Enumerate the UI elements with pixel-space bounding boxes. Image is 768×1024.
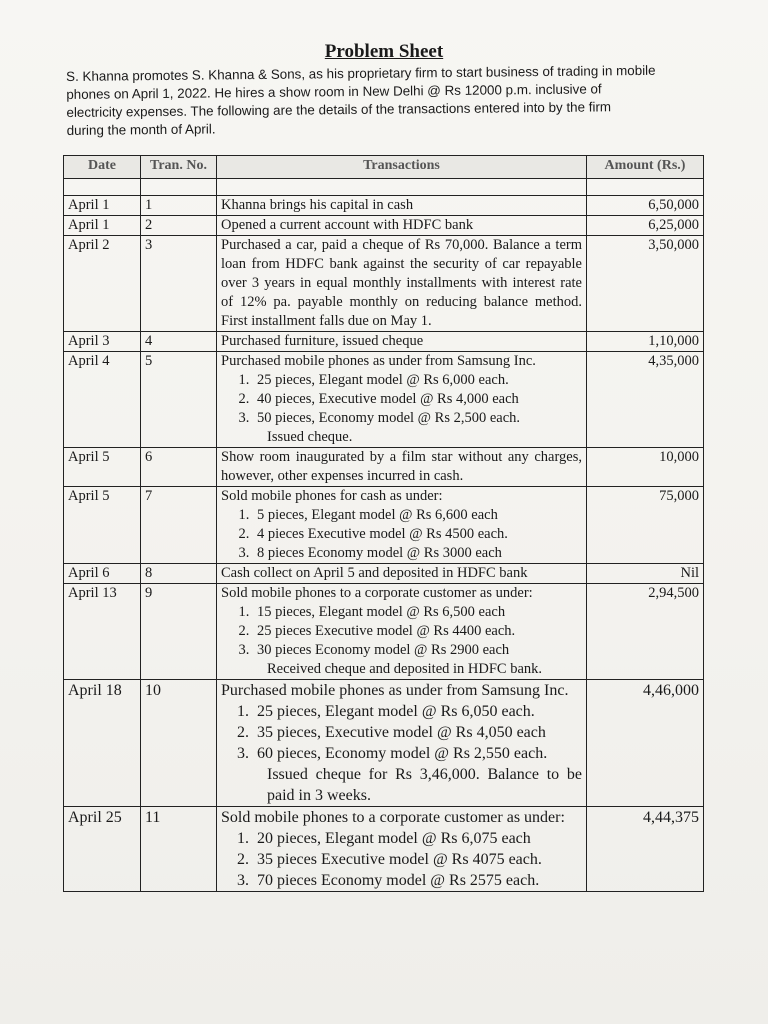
row-amount: 6,50,000: [587, 196, 704, 216]
row-transaction: [217, 487, 587, 564]
table-spacer-row: [64, 179, 704, 196]
row-date: April 13: [64, 584, 141, 680]
list-item: 3. 60 pieces, Economy model @ Rs 2,550 each.: [253, 743, 582, 764]
row-tran-no: 5: [141, 352, 217, 448]
row-tran-no: 2: [141, 216, 217, 236]
row-transaction: [217, 584, 587, 680]
table-row: [64, 680, 704, 807]
table-header-row: [64, 156, 704, 179]
row-transaction: Opened a current account with HDFC bank: [217, 216, 587, 236]
table-row: [64, 584, 704, 680]
header-amount: Amount (Rs.): [587, 156, 704, 179]
list-item: 2. 35 pieces, Executive model @ Rs 4,050 each: [253, 722, 582, 743]
table-row: [64, 352, 704, 448]
page-title: Problem Sheet: [324, 41, 444, 62]
row-amount: 3,50,000: [587, 236, 704, 332]
list-item: 3. 8 pieces Economy model @ Rs 3000 each: [253, 544, 582, 563]
transaction-note: Received cheque and deposited in HDFC bank.: [267, 661, 543, 677]
list-item: 1. 5 pieces, Elegant model @ Rs 6,600 each: [253, 506, 582, 525]
transaction-text: Purchased mobile phones as under from Samsung Inc.: [221, 682, 569, 699]
transaction-text: Purchased mobile phones as under from Samsung Inc.: [221, 353, 536, 369]
row-transaction: Show room inaugurated by a film star without any charges, however, other expenses incurred in cash.: [217, 448, 587, 487]
transaction-text: Sold mobile phones to a corporate customer as under:: [221, 809, 565, 826]
row-tran-no: 4: [141, 332, 217, 352]
table-row: [64, 487, 704, 564]
row-date: April 4: [64, 352, 141, 448]
row-amount: 75,000: [587, 487, 704, 564]
row-date: April 1: [64, 216, 141, 236]
row-tran-no: 3: [141, 236, 217, 332]
header-tran-no: Tran. No.: [141, 156, 217, 179]
row-tran-no: 9: [141, 584, 217, 680]
transaction-note: Issued cheque for Rs 3,46,000. Balance to be paid in 3 weeks.: [267, 766, 582, 804]
row-date: April 5: [64, 487, 141, 564]
list-item: 2. 25 pieces Executive model @ Rs 4400 each.: [253, 622, 582, 641]
table-row: [64, 332, 704, 352]
table-row: [64, 236, 704, 332]
item-list: [221, 828, 582, 891]
row-date: April 3: [64, 332, 141, 352]
intro-line: electricity expenses. The following are the details of the transactions entered into by the firm: [66, 99, 612, 120]
intro-line: phones on April 1, 2022. He hires a show room in New Delhi @ Rs 12000 p.m. inclusive of: [66, 81, 602, 102]
row-amount: 4,35,000: [587, 352, 704, 448]
table-row: [64, 807, 704, 892]
row-transaction: [217, 807, 587, 892]
table-row: [64, 196, 704, 216]
transactions-table: [63, 155, 704, 892]
row-tran-no: 10: [141, 680, 217, 807]
row-amount: 4,46,000: [587, 680, 704, 807]
row-date: April 25: [64, 807, 141, 892]
list-item: 1. 25 pieces, Elegant model @ Rs 6,000 each.: [253, 371, 582, 390]
item-list: [221, 603, 582, 660]
header-transactions: Transactions: [217, 156, 587, 179]
item-list: [221, 701, 582, 764]
item-list: [221, 371, 582, 428]
row-date: April 18: [64, 680, 141, 807]
list-item: 1. 25 pieces, Elegant model @ Rs 6,050 each.: [253, 701, 582, 722]
row-amount: 10,000: [587, 448, 704, 487]
list-item: 2. 4 pieces Executive model @ Rs 4500 each.: [253, 525, 582, 544]
item-list: [221, 506, 582, 563]
row-transaction: Purchased furniture, issued cheque: [217, 332, 587, 352]
intro-line: during the month of April.: [66, 121, 216, 138]
row-date: April 1: [64, 196, 141, 216]
row-amount: 2,94,500: [587, 584, 704, 680]
row-date: April 2: [64, 236, 141, 332]
row-amount: 1,10,000: [587, 332, 704, 352]
row-transaction: Khanna brings his capital in cash: [217, 196, 587, 216]
list-item: 3. 70 pieces Economy model @ Rs 2575 each.: [253, 870, 582, 891]
row-amount: 6,25,000: [587, 216, 704, 236]
row-tran-no: 11: [141, 807, 217, 892]
row-amount: 4,44,375: [587, 807, 704, 892]
list-item: 3. 30 pieces Economy model @ Rs 2900 each: [253, 641, 582, 660]
row-tran-no: 8: [141, 564, 217, 584]
row-tran-no: 6: [141, 448, 217, 487]
header-date: Date: [64, 156, 141, 179]
table-row: [64, 216, 704, 236]
list-item: 2. 40 pieces, Executive model @ Rs 4,000 each: [253, 390, 582, 409]
row-tran-no: 1: [141, 196, 217, 216]
row-tran-no: 7: [141, 487, 217, 564]
row-transaction: Purchased a car, paid a cheque of Rs 70,000. Balance a term loan from HDFC bank against the security of car repayable over 3 years in equal monthly installments with interest rate of 12% pa. payable monthly on reducing balance method. First installment falls due on May 1.: [217, 236, 587, 332]
list-item: 1. 15 pieces, Elegant model @ Rs 6,500 each: [253, 603, 582, 622]
row-date: April 6: [64, 564, 141, 584]
row-transaction: [217, 352, 587, 448]
intro-paragraph: [66, 61, 691, 140]
row-amount: Nil: [587, 564, 704, 584]
table-row: [64, 448, 704, 487]
intro-line: S. Khanna promotes S. Khanna & Sons, as his proprietary firm to start business of trading in mobile: [66, 62, 656, 84]
list-item: 1. 20 pieces, Elegant model @ Rs 6,075 each: [253, 828, 582, 849]
row-transaction: Cash collect on April 5 and deposited in HDFC bank: [217, 564, 587, 584]
transaction-text: Sold mobile phones for cash as under:: [221, 488, 443, 504]
transaction-note: Issued cheque.: [267, 429, 353, 445]
row-date: April 5: [64, 448, 141, 487]
table-row: [64, 564, 704, 584]
row-transaction: [217, 680, 587, 807]
list-item: 2. 35 pieces Executive model @ Rs 4075 each.: [253, 849, 582, 870]
transaction-text: Sold mobile phones to a corporate customer as under:: [221, 585, 533, 601]
list-item: 3. 50 pieces, Economy model @ Rs 2,500 each.: [253, 409, 582, 428]
